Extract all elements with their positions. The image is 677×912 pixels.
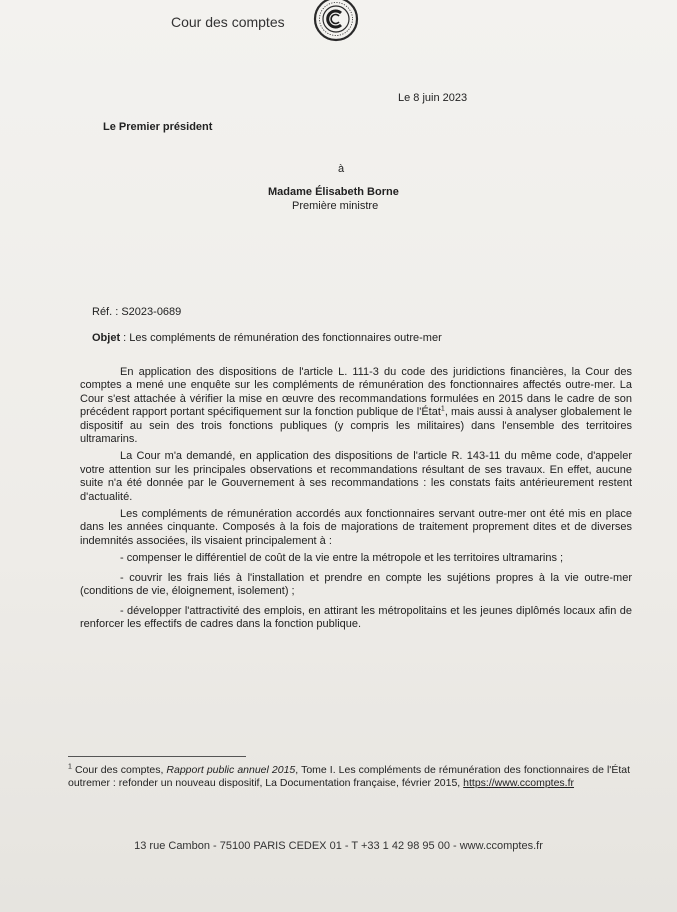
footnote-link[interactable]: https://www.ccomptes.fr (463, 777, 575, 789)
bullet-2: - couvrir les frais liés à l'installation et prendre en compte les sujétions propres à la vie outre-mer (conditions de vie, éloignement, isolement) ; (80, 571, 632, 598)
footnote-divider (68, 756, 246, 757)
bullet-1: - compenser le différentiel de coût de la vie entre la métropole et les territoires ultramarins ; (120, 552, 564, 565)
cour-des-comptes-logo-icon (306, 0, 366, 46)
footnote-marker: 1 (68, 763, 72, 771)
letter-body (80, 366, 632, 637)
sender: Le Premier président (103, 121, 213, 133)
org-name: Cour des comptes (171, 14, 285, 30)
report-title: Rapport public annuel 2015 (166, 764, 296, 776)
bullet-3: - développer l'attractivité des emplois, en attirant les métropolitains et les jeunes diplômés locaux afin de renforcer les effectifs de cadres dans la fonction publique. (80, 604, 632, 630)
footnote-ref: 1 (440, 405, 445, 413)
recipient-title: Première ministre (292, 200, 379, 212)
paragraph-1: En application des dispositions de l'article L. 111-3 du code des juridictions financières, la Cour des comptes a mené une enquête sur les compléments de rémunération des fonctionnaires affectés outre-mer. La Cour s'est attachée à vérifier la mise en œuvre des recommandations formulées en 2015 dans le cadre de son précédent rapport portant spécifiquement sur la fonction publique de l'État$^1$, mais aussi à analyser globalement le dispositif au sein des trois fonctions publiques (y compris les militaires) dans l'ensemble des territoires ultramarins. (80, 366, 633, 446)
letter-date: Le 8 juin 2023 (398, 92, 468, 104)
reference: Réf. : S2023-0689 (92, 306, 182, 318)
paragraph-2: La Cour m'a demandé, en application des dispositions de l'article R. 143-11 du même code, d'appeler votre attention sur les principales observations et recommandations résultant de ses travaux. En effet, aucune suite n'a été donnée par le Gouvernement à ses recommandations : les constats faits antérieurement restent d'actualité. (80, 450, 632, 503)
recipient-name: Madame Élisabeth Borne (268, 186, 399, 198)
subject-label: Objet (92, 332, 121, 344)
footnote: $^1$ Cour des comptes, Rapport public annuel 2015, Tome I. Les compléments de rémunération des fonctionnaires de l'État outremer : refonder un nouveau dispositif, La Documentation française, février 2015, https://www.ccomptes.fr (68, 763, 630, 789)
paragraph-3: Les compléments de rémunération accordés aux fonctionnaires servant outre-mer ont été mis en place dans les années cinquante. Composés à la fois de majorations de traitement proprement dites et de diverses indemnités associées, ils visaient principalement à : (80, 508, 632, 547)
footer-address: 13 rue Cambon - 75100 PARIS CEDEX 01 - T +33 1 42 98 95 00 - www.ccomptes.fr (134, 840, 543, 852)
to-word: à (338, 163, 345, 175)
subject-line (92, 332, 442, 345)
subject-text: : Les compléments de rémunération des fonctionnaires outre-mer (120, 332, 442, 344)
